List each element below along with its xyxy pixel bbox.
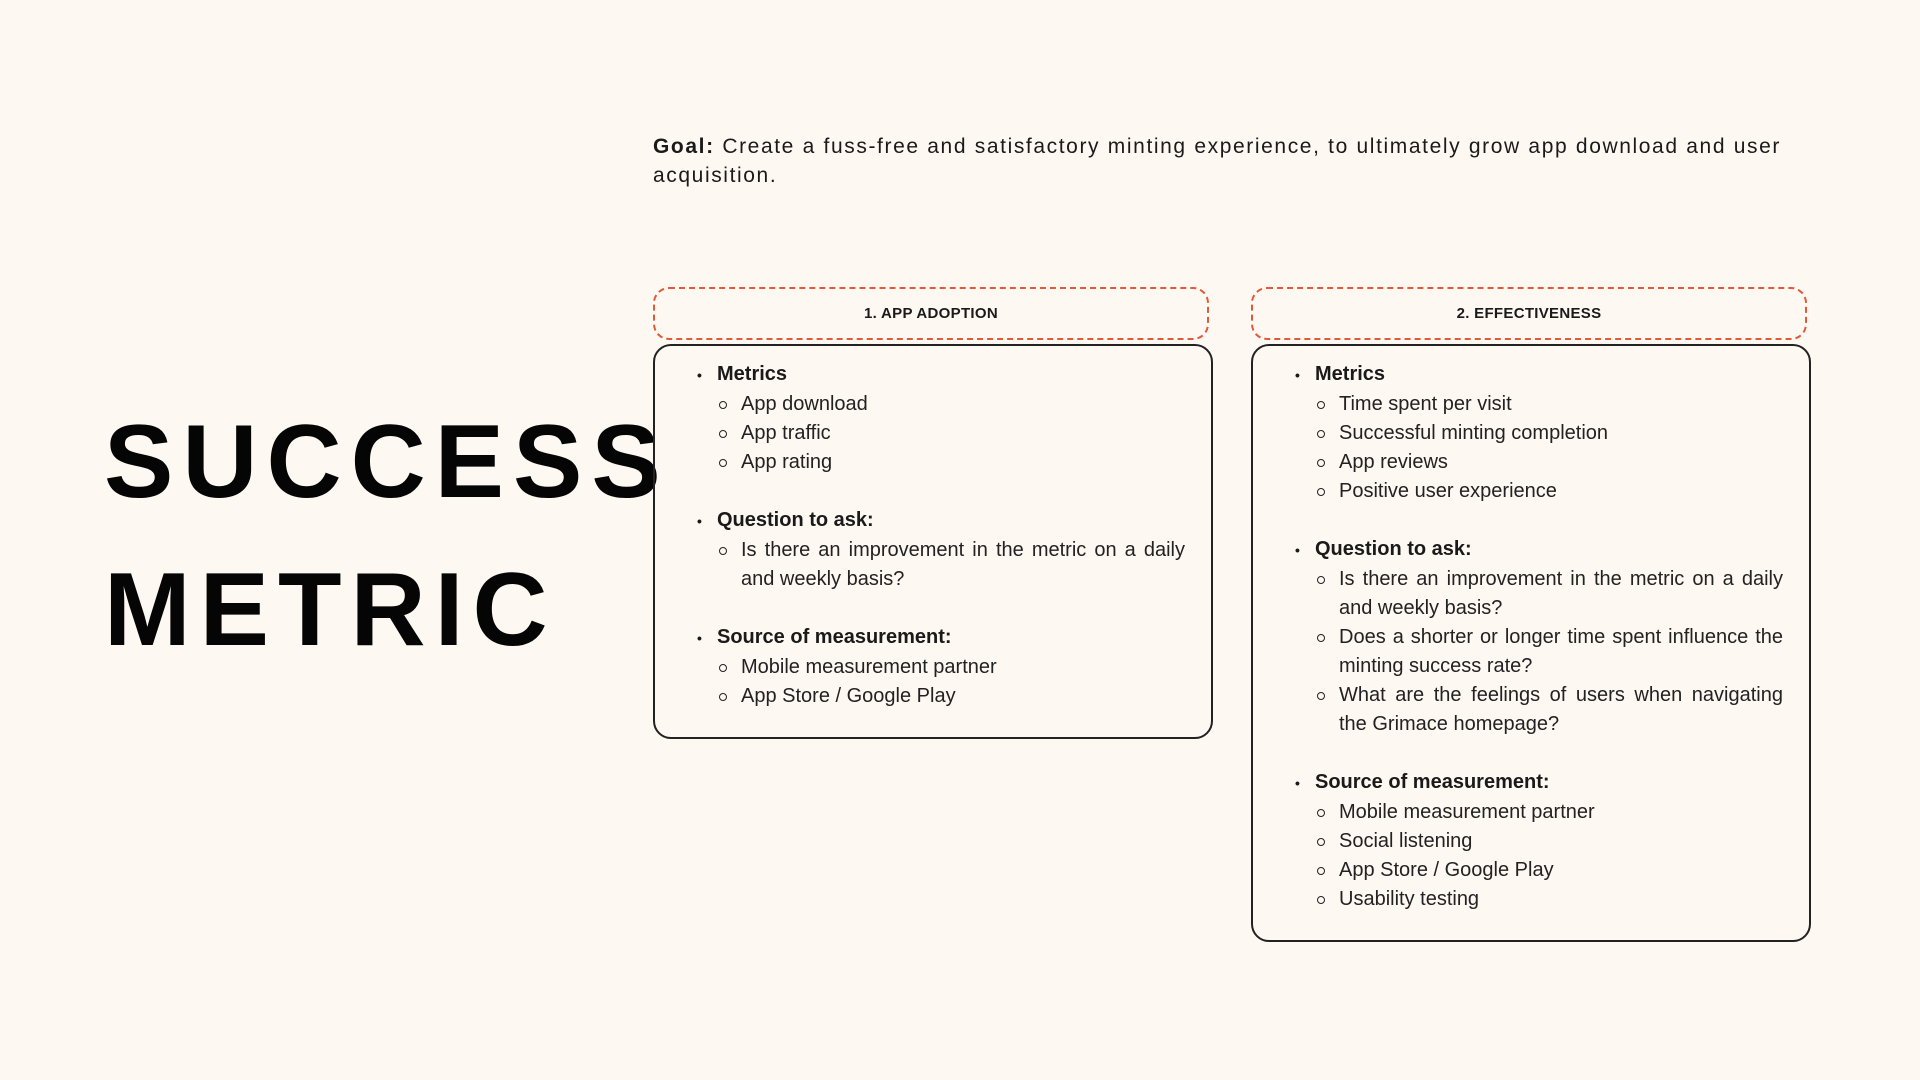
list-item-text: Mobile measurement partner bbox=[1339, 801, 1595, 823]
section-sources bbox=[683, 623, 1185, 711]
section-questions bbox=[683, 506, 1185, 594]
circle-bullet-icon bbox=[1317, 867, 1325, 875]
section-heading-label: Metrics bbox=[717, 363, 788, 385]
list-item-text: Does a shorter or longer time spent influence the minting success rate? bbox=[1339, 626, 1783, 677]
list-item-text: App Store / Google Play bbox=[1339, 859, 1554, 881]
list-item bbox=[719, 653, 1185, 682]
list-item bbox=[1317, 390, 1783, 419]
bullet-icon: • bbox=[697, 513, 702, 529]
section-sources bbox=[1281, 768, 1783, 914]
section-heading bbox=[1281, 768, 1783, 798]
list-item bbox=[1317, 798, 1783, 827]
list-item-text: App rating bbox=[741, 451, 833, 473]
list-item-text: What are the feelings of users when navigating the Grimace homepage? bbox=[1339, 684, 1783, 735]
section-heading bbox=[1281, 360, 1783, 390]
circle-bullet-icon bbox=[1317, 896, 1325, 904]
card-header-app-adoption bbox=[653, 287, 1209, 340]
circle-bullet-icon bbox=[719, 693, 727, 701]
list-item bbox=[1317, 419, 1783, 448]
goal-text: Create a fuss-free and satisfactory minting experience, to ultimately grow app download and user acquisition. bbox=[653, 135, 1781, 187]
section-heading-label: Source of measurement: bbox=[717, 626, 952, 648]
list-item-text: App traffic bbox=[741, 422, 831, 444]
circle-bullet-icon bbox=[719, 664, 727, 672]
circle-bullet-icon bbox=[1317, 576, 1325, 584]
title-line-1: SUCCESS bbox=[104, 404, 670, 520]
goal-statement bbox=[653, 132, 1781, 190]
section-metrics bbox=[683, 360, 1185, 477]
list-item bbox=[719, 536, 1185, 594]
list-item-text: Positive user experience bbox=[1339, 480, 1557, 502]
section-heading-label: Source of measurement: bbox=[1315, 771, 1550, 793]
list-item-text: Mobile measurement partner bbox=[741, 656, 997, 678]
card-header-label: 2. EFFECTIVENESS bbox=[1456, 305, 1602, 322]
list-item bbox=[1317, 477, 1783, 506]
bullet-icon: • bbox=[697, 367, 702, 383]
bullet-icon: • bbox=[1295, 367, 1300, 383]
list-item bbox=[1317, 856, 1783, 885]
sub-list bbox=[683, 536, 1185, 594]
list-item-text: App Store / Google Play bbox=[741, 685, 956, 707]
section-questions bbox=[1281, 535, 1783, 739]
section-heading-label: Metrics bbox=[1315, 363, 1386, 385]
circle-bullet-icon bbox=[1317, 459, 1325, 467]
list-item bbox=[1317, 565, 1783, 623]
list-item bbox=[1317, 623, 1783, 681]
list-item-text: App download bbox=[741, 393, 868, 415]
circle-bullet-icon bbox=[1317, 488, 1325, 496]
circle-bullet-icon bbox=[1317, 838, 1325, 846]
section-heading bbox=[1281, 535, 1783, 565]
section-heading bbox=[683, 506, 1185, 536]
list-item bbox=[1317, 448, 1783, 477]
list-item bbox=[1317, 885, 1783, 914]
bullet-icon: • bbox=[1295, 542, 1300, 558]
card-app-adoption bbox=[653, 344, 1213, 739]
circle-bullet-icon bbox=[1317, 430, 1325, 438]
sub-list bbox=[683, 390, 1185, 477]
card-header-effectiveness bbox=[1251, 287, 1807, 340]
sub-list bbox=[683, 653, 1185, 711]
circle-bullet-icon bbox=[1317, 634, 1325, 642]
section-heading-label: Question to ask: bbox=[1315, 538, 1472, 560]
section-heading bbox=[683, 623, 1185, 653]
circle-bullet-icon bbox=[1317, 809, 1325, 817]
circle-bullet-icon bbox=[719, 430, 727, 438]
bullet-icon: • bbox=[697, 630, 702, 646]
sub-list bbox=[1281, 390, 1783, 506]
list-item-text: App reviews bbox=[1339, 451, 1448, 473]
card-effectiveness bbox=[1251, 344, 1811, 942]
list-item-text: Time spent per visit bbox=[1339, 393, 1512, 415]
page-title bbox=[104, 388, 670, 684]
goal-label: Goal: bbox=[653, 135, 715, 158]
card-header-label: 1. APP ADOPTION bbox=[864, 305, 998, 322]
sub-list bbox=[1281, 565, 1783, 739]
list-item-text: Social listening bbox=[1339, 830, 1473, 852]
section-heading-label: Question to ask: bbox=[717, 509, 874, 531]
bullet-icon: • bbox=[1295, 775, 1300, 791]
list-item-text: Usability testing bbox=[1339, 888, 1480, 910]
section-metrics bbox=[1281, 360, 1783, 506]
circle-bullet-icon bbox=[719, 459, 727, 467]
sub-list bbox=[1281, 798, 1783, 914]
list-item-text: Is there an improvement in the metric on a daily and weekly basis? bbox=[1339, 568, 1783, 619]
circle-bullet-icon bbox=[719, 547, 727, 555]
list-item bbox=[1317, 827, 1783, 856]
circle-bullet-icon bbox=[719, 401, 727, 409]
list-item-text: Is there an improvement in the metric on a daily and weekly basis? bbox=[741, 539, 1185, 590]
circle-bullet-icon bbox=[1317, 401, 1325, 409]
list-item bbox=[719, 448, 1185, 477]
list-item bbox=[719, 390, 1185, 419]
list-item bbox=[719, 682, 1185, 711]
circle-bullet-icon bbox=[1317, 692, 1325, 700]
title-line-2: METRIC bbox=[104, 552, 557, 668]
list-item-text: Successful minting completion bbox=[1339, 422, 1609, 444]
list-item bbox=[1317, 681, 1783, 739]
list-item bbox=[719, 419, 1185, 448]
section-heading bbox=[683, 360, 1185, 390]
